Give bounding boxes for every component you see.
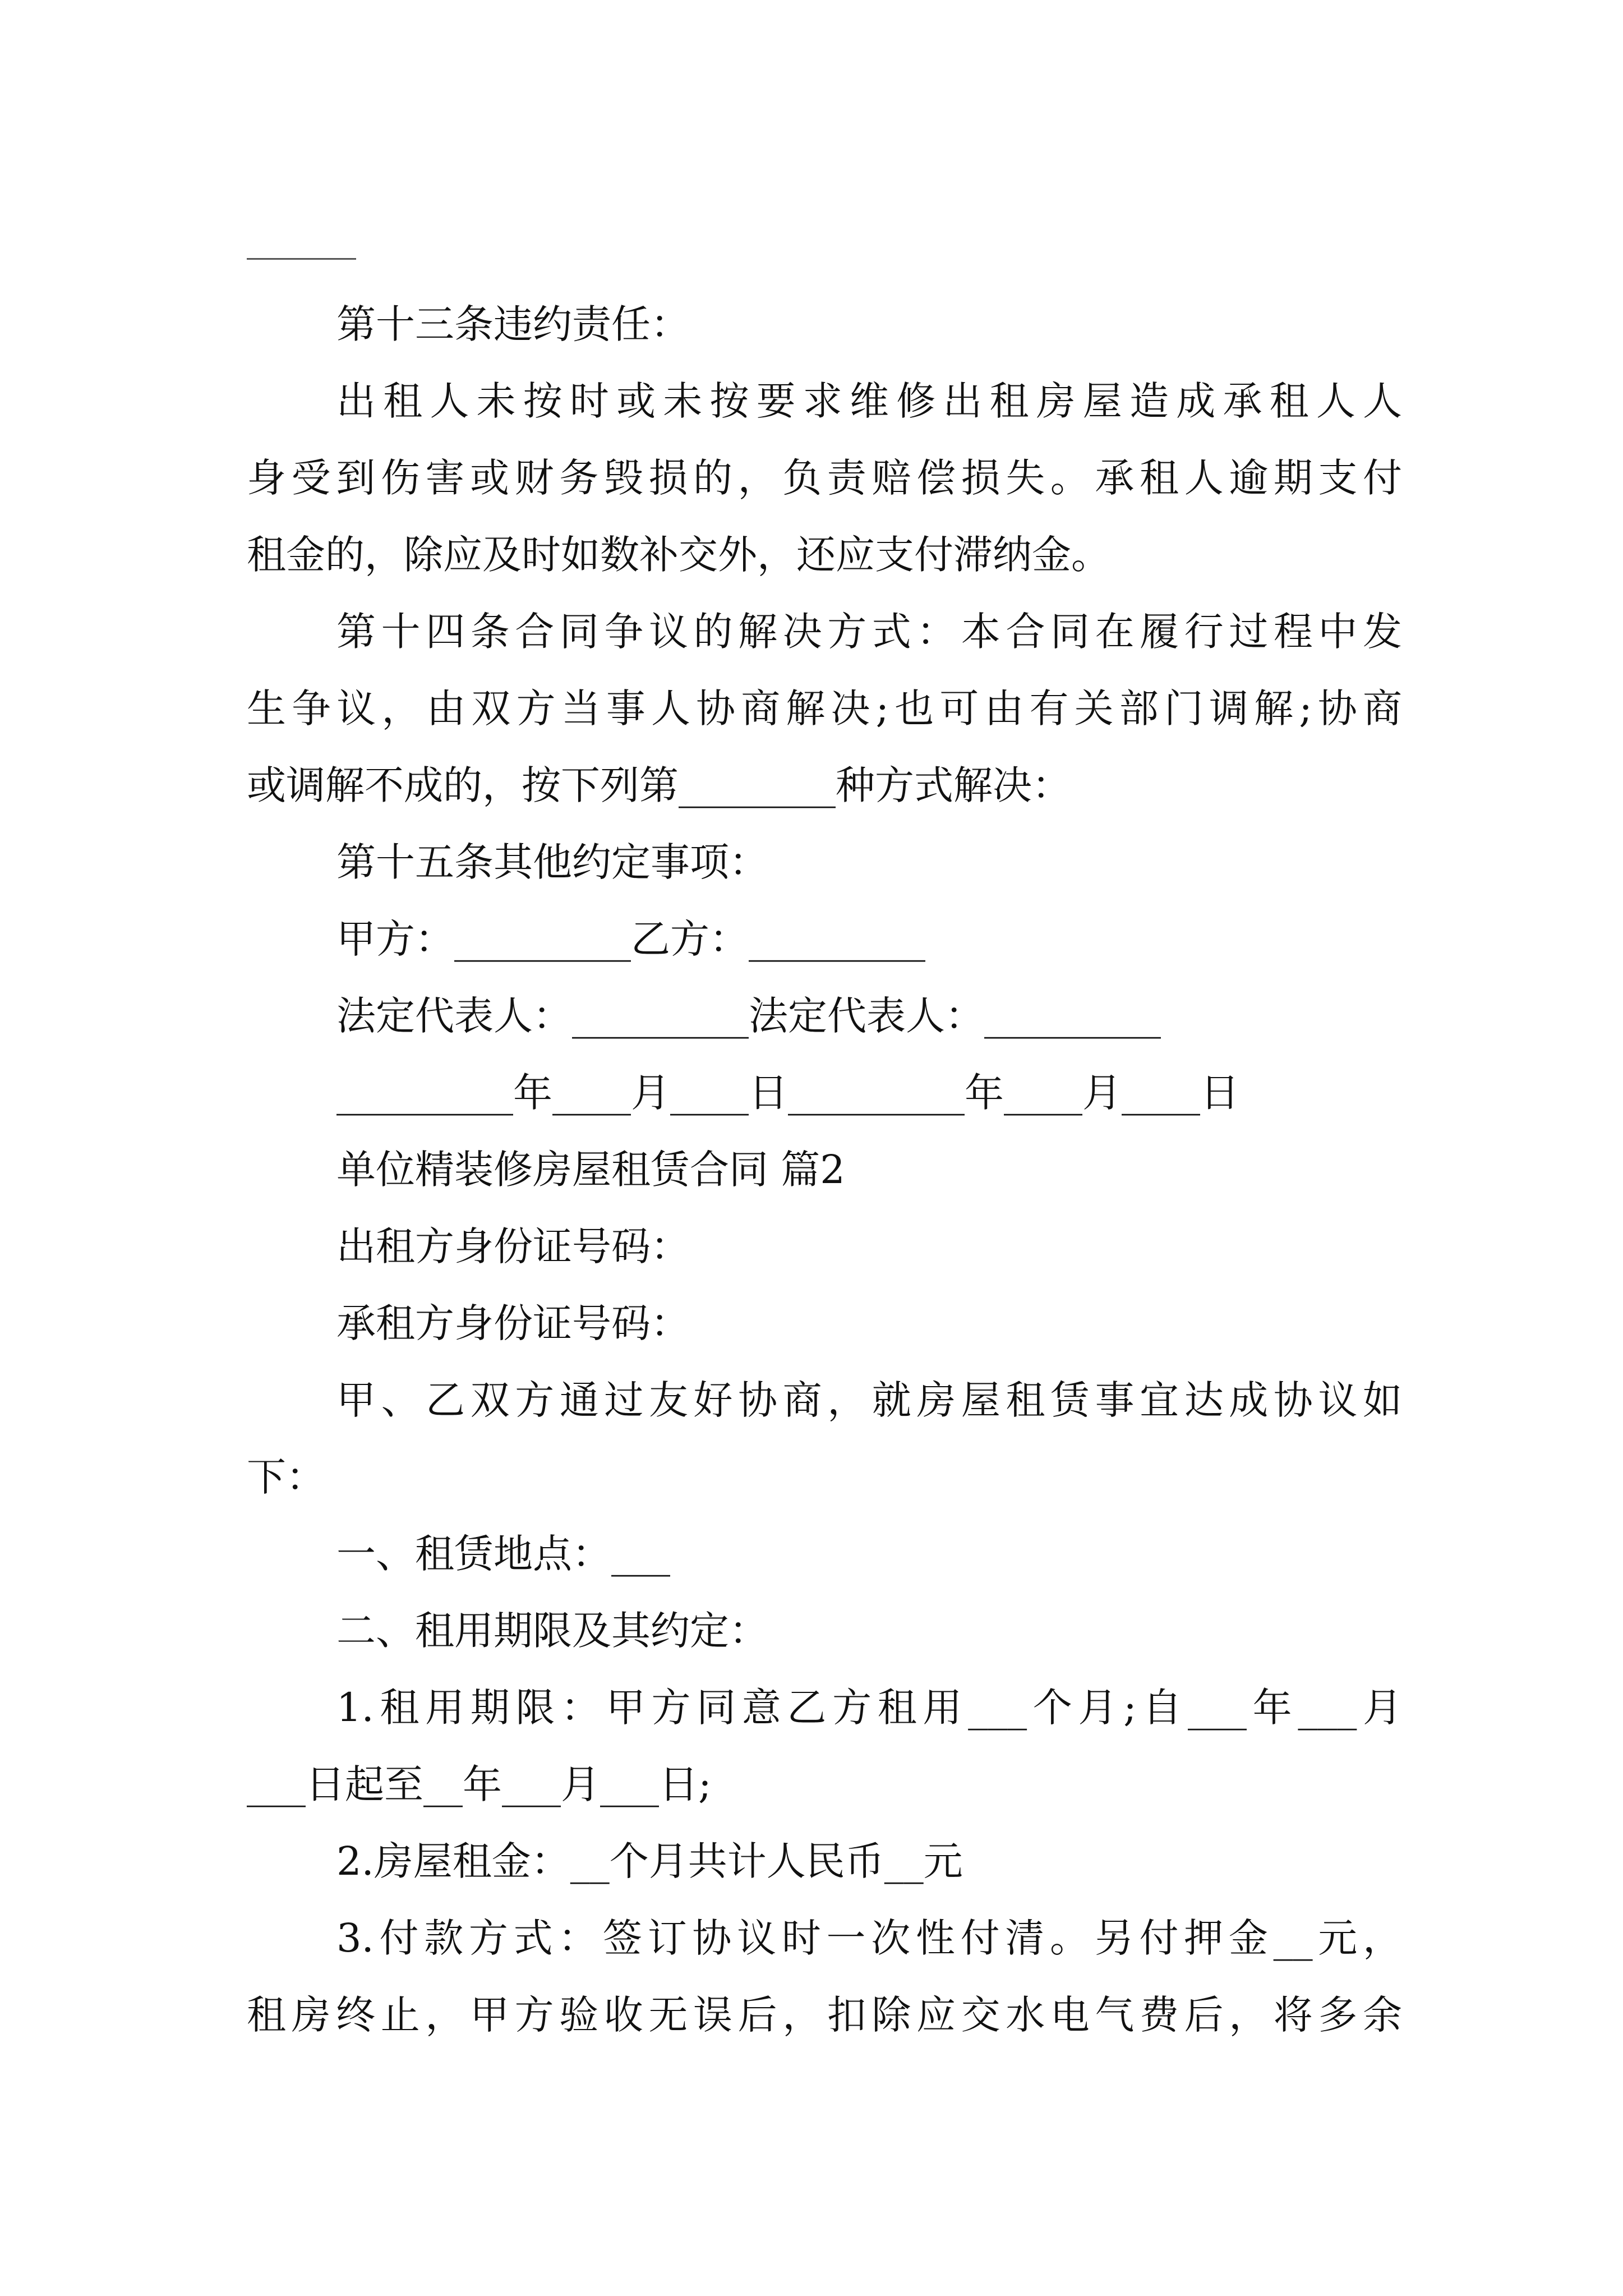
text-line: 1.租用期限：甲方同意乙方租用___个月;自___年___月 — [336, 1685, 1402, 1731]
top-divider — [247, 258, 356, 260]
text-line: 第十三条违约责任： — [336, 301, 690, 347]
text-line: 第十五条其他约定事项： — [336, 839, 768, 885]
text-line: 承租方身份证号码： — [336, 1300, 690, 1346]
text-line: 租金的，除应及时如数补交外，还应支付滞纳金。 — [247, 532, 1110, 578]
text-line: 出租方身份证号码： — [336, 1223, 690, 1269]
text-line: 甲方：_________乙方：_________ — [336, 916, 925, 962]
text-line: 二、租用期限及其约定： — [336, 1608, 768, 1654]
text-line: 第十四条合同争议的解决方式：本合同在履行过程中发 — [336, 609, 1402, 655]
text-line: 租房终止，甲方验收无误后，扣除应交水电气费后，将多余 — [247, 1992, 1402, 2038]
text-line: 单位精装修房屋租赁合同 篇2 — [336, 1147, 845, 1193]
document-body — [247, 286, 1402, 2054]
text-line: 3.付款方式：签订协议时一次性付清。另付押金__元， — [336, 1915, 1402, 1961]
text-line: ___日起至__年___月___日; — [247, 1761, 712, 1807]
text-line: _________年____月____日_________年____月____日 — [336, 1070, 1239, 1116]
text-line: 出租人未按时或未按要求维修出租房屋造成承租人人 — [336, 378, 1402, 424]
text-line: 2.房屋租金：__个月共计人民币__元 — [336, 1838, 963, 1884]
text-line: 下： — [247, 1454, 325, 1500]
text-line: 法定代表人：_________法定代表人：_________ — [336, 993, 1161, 1039]
text-line: 或调解不成的，按下列第________种方式解决： — [247, 762, 1071, 808]
text-line: 身受到伤害或财务毁损的，负责赔偿损失。承租人逾期支付 — [247, 455, 1402, 501]
text-line: 一、租赁地点：___ — [336, 1531, 670, 1577]
text-line: 甲、乙双方通过友好协商，就房屋租赁事宜达成协议如 — [336, 1377, 1402, 1423]
text-line: 生争议，由双方当事人协商解决;也可由有关部门调解;协商 — [247, 685, 1402, 731]
